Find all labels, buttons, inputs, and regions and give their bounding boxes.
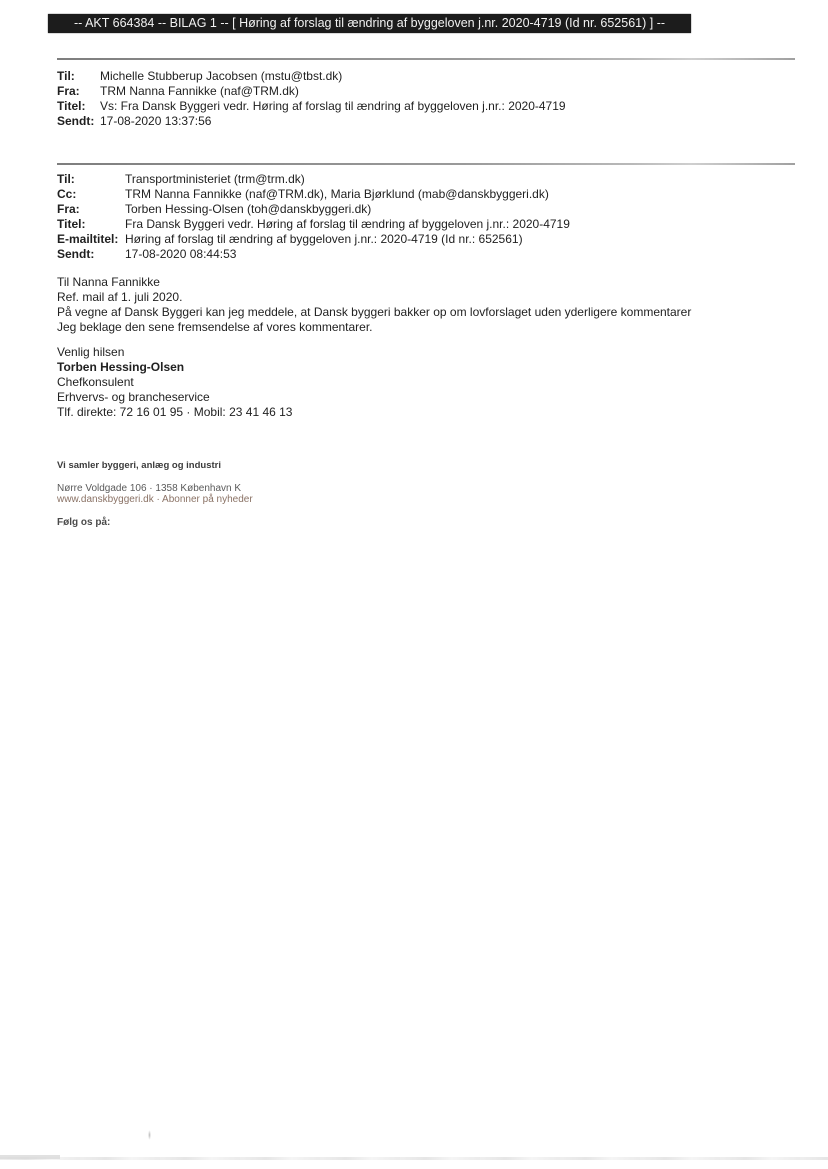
field-value-cc: TRM Nanna Fannikke (naf@TRM.dk), Maria Bjørklund (mab@danskbyggeri.dk) [125, 187, 549, 201]
email-signature [57, 345, 292, 420]
signature-name: Torben Hessing-Olsen [57, 360, 185, 374]
field-label-til: Til: [57, 69, 75, 83]
scan-artifact-bottom-edge [0, 1157, 828, 1160]
signature-phone: Tlf. direkte: 72 16 01 95 · Mobil: 23 41 46 13 [57, 405, 293, 419]
footer-follow-label: Følg os på: [57, 517, 111, 528]
separator-line-middle [57, 163, 795, 165]
footer-web-line: www.danskbyggeri.dk · Abonner på nyheder [57, 494, 253, 505]
email-header-row [57, 84, 566, 99]
field-label-sendt: Sendt: [57, 247, 95, 261]
akt-header-bar [48, 14, 691, 33]
email-header-row [57, 172, 570, 187]
email-header-row [57, 114, 566, 129]
email-header-row [57, 69, 566, 84]
footer-tagline: Vi samler byggeri, anlæg og industri [57, 460, 222, 471]
field-value-titel: Vs: Fra Dansk Byggeri vedr. Høring af forslag til ændring af byggeloven j.nr.: 2020-4719 [100, 99, 566, 113]
email-header-row [57, 187, 570, 202]
field-label-fra: Fra: [57, 84, 80, 98]
body-apology-line: Jeg beklage den sene fremsendelse af vores kommentarer. [57, 320, 373, 334]
email-header-outer [57, 69, 566, 129]
field-label-titel: Titel: [57, 99, 86, 113]
field-value-emailtitel: Høring af forslag til ændring af byggeloven j.nr.: 2020-4719 (Id nr.: 652561) [125, 232, 523, 246]
akt-header-title: -- AKT 664384 -- BILAG 1 -- [ Høring af forslag til ændring af byggeloven j.nr. 2020-4719 (Id nr. 652561) ] -- [73, 16, 666, 30]
email-header-row [57, 217, 570, 232]
field-label-til: Til: [57, 172, 75, 186]
email-body [57, 275, 691, 335]
signature-greeting: Venlig hilsen [57, 345, 125, 359]
email-header-row [57, 202, 570, 217]
separator-line-top [57, 58, 795, 60]
email-header-row [57, 99, 566, 114]
field-label-titel: Titel: [57, 217, 86, 231]
field-label-emailtitel: E-mailtitel: [57, 232, 119, 246]
field-value-fra: TRM Nanna Fannikke (naf@TRM.dk) [100, 84, 299, 98]
body-statement-line: På vegne af Dansk Byggeri kan jeg meddele, at Dansk byggeri bakker op om lovforslaget uden yderligere kommentarer [57, 305, 692, 319]
field-value-fra: Torben Hessing-Olsen (toh@danskbyggeri.dk) [125, 202, 372, 216]
field-label-sendt: Sendt: [57, 114, 95, 128]
email-header-inner [57, 172, 570, 262]
field-label-cc: Cc: [57, 187, 77, 201]
body-salutation: Til Nanna Fannikke [57, 275, 160, 289]
scan-artifact-speck [148, 1130, 151, 1140]
field-value-til: Michelle Stubberup Jacobsen (mstu@tbst.dk) [100, 69, 343, 83]
body-reference-line: Ref. mail af 1. juli 2020. [57, 290, 183, 304]
email-header-row [57, 232, 570, 247]
email-header-row [57, 247, 570, 262]
footer-address: Nørre Voldgade 106 · 1358 København K [57, 483, 242, 494]
signature-department: Erhvervs- og brancheservice [57, 390, 210, 404]
field-value-sendt: 17-08-2020 13:37:56 [100, 114, 212, 128]
signature-job-title: Chefkonsulent [57, 375, 134, 389]
field-value-titel: Fra Dansk Byggeri vedr. Høring af forslag til ændring af byggeloven j.nr.: 2020-4719 [125, 217, 570, 231]
field-value-sendt: 17-08-2020 08:44:53 [125, 247, 237, 261]
field-value-til: Transportministeriet (trm@trm.dk) [125, 172, 305, 186]
field-label-fra: Fra: [57, 202, 80, 216]
scan-artifact-bottom-left [0, 1155, 60, 1159]
